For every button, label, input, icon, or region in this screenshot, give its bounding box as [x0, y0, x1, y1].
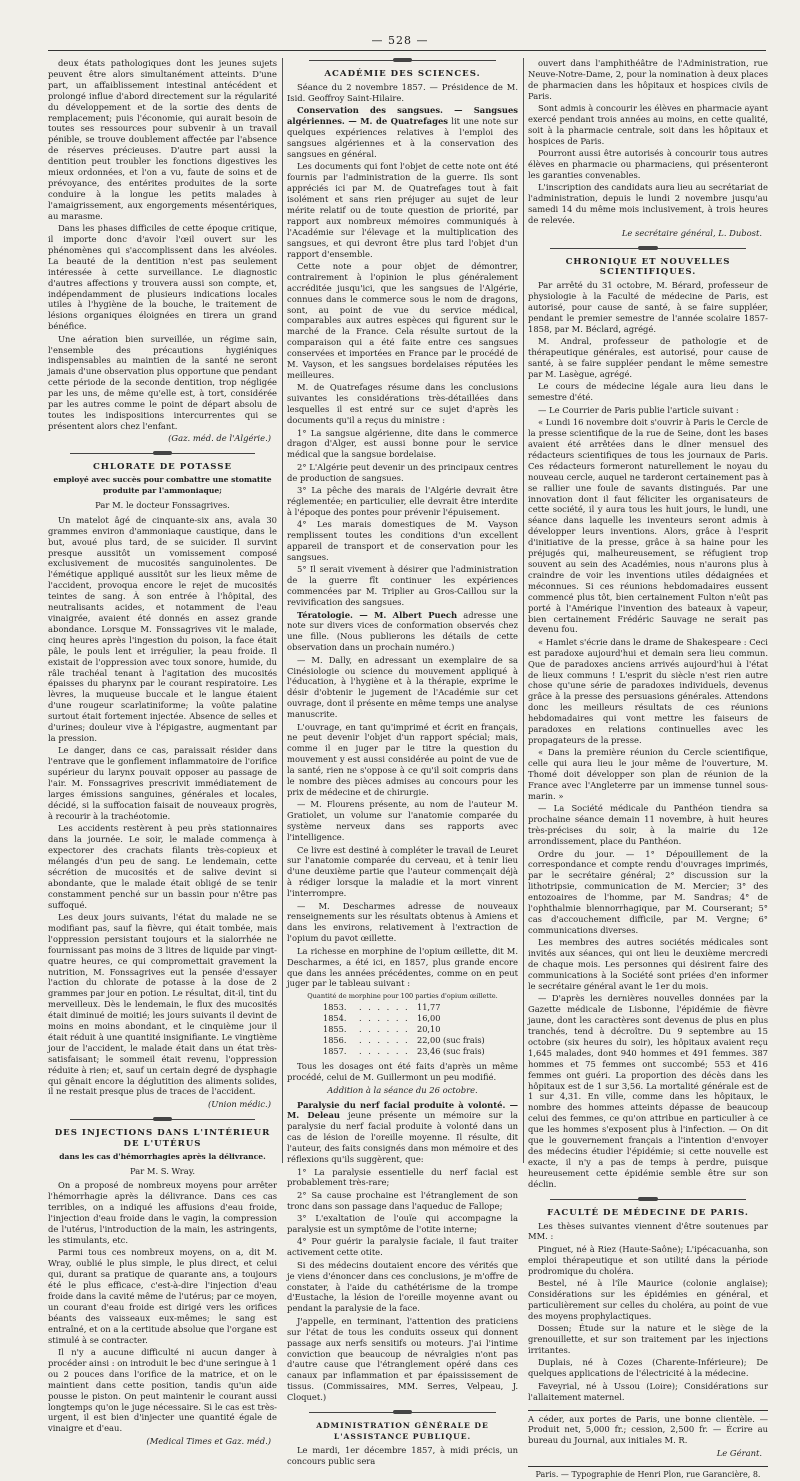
chronique-paragraphs	[528, 280, 768, 1189]
section-heading: CHRONIQUE ET NOUVELLES SCIENTIFIQUES.	[565, 256, 731, 278]
paragraph: Par arrêté du 31 octobre, M. Bérard, professeur de physiologie à la Faculté de médecine de Paris, est autorisé, pour cause de santé, à se faire suppléer, pendant le premier semestre de l'année scolaire 1857-1858, par M. Béclard, agrégé.	[528, 280, 768, 334]
table-cell-dots: . . . . . .	[359, 1002, 410, 1013]
run-in-title: Paralysie du nerf facial produite à volonté. — M. Deleau	[287, 1099, 518, 1121]
top-rule	[48, 50, 766, 51]
column-2	[287, 58, 518, 1466]
source-citation: (Union médic.)	[207, 1098, 271, 1109]
column-divider-2	[523, 58, 524, 1163]
section-heading: FACULTÉ DE MÉDECINE DE PARIS.	[547, 1207, 749, 1218]
paragraph: Pinguet, né à Riez (Haute-Saône); L'ipécacuanha, son emploi thérapeutique et son utilité dans la période prodromique du choléra.	[528, 1243, 768, 1276]
paragraph: 1° La sangsue algérienne, dite dans le commerce dragon d'Alger, est aussi bonne pour le service médical que la sangsue bordelaise.	[287, 427, 518, 460]
section-separator	[309, 1412, 496, 1413]
morphine-table	[287, 992, 518, 1057]
paragraph: ouvert dans l'amphithéâtre de l'Administration, rue Neuve-Notre-Dame, 2, pour la nomination à deux places de pharmacien dans les hôpitaux et hospices civils de Paris.	[528, 58, 768, 101]
paragraph: — M. Flourens présente, au nom de l'auteur M. Gratiolet, un volume sur l'anatomie comparée du système nerveux dans ses rapports avec l'intelligence.	[287, 799, 518, 843]
paragraph: Les accidents restèrent à peu près stationnaires dans la journée. Le soir, le malade commença à expectorer des crachats filants très-copieux et mélangés d'un peu de sang. Le lendemain, cette sécrétion de mucosités et de salive devint si abondante, que le malade était obligé de se tenir constamment penché sur un bassin pour n'être pas suffoqué.	[48, 823, 277, 910]
source-citation: (Medical Times et Gaz. méd.)	[146, 1435, 271, 1446]
footer-rule	[528, 1466, 768, 1467]
section-heading: ACADÉMIE DES SCIENCES.	[324, 69, 481, 79]
table-cell-dots: . . . . . .	[359, 1045, 410, 1056]
paragraph: « Hamlet s'écrie dans le drame de Shakespeare : Ceci est paradoxe aujourd'hui et demain sera lieu commun. Que de paradoxes anciens arrivés aujourd'hui à l'état de lieux communs ! L'esprit du siècle n'est rien autre chose qu'une série de paradoxes individuels, devenus grâce à la presse des persuasions générales. Attendons donc les meilleurs résultats de ces réunions hebdomadaires qui vont mettre les faiseurs de paradoxes en relations continuelles avec les propagateurs de la presse.	[528, 636, 768, 745]
paragraph: Cette note a pour objet de démontrer, contrairement à l'opinion le plus généralement accréditée jusqu'ici, que les sangsues de l'Algérie, connues dans le commerce sous le nom de dragons, sont, au point de vue du service médical, comparables aux autres espèces qui figurent sur le marché de la France. Cela résulte surtout de la comparaison qui a été faite entre ces sangsues conservées et importées en France par le procédé de M. Vayson, et les sangsues bordelaises réputées les meilleures.	[287, 260, 518, 380]
paragraph: 3° La pêche des marais de l'Algérie devrait être réglementée; en particulier, elle devrait être interdite à l'époque des pontes pour prévenir l'épuisement.	[287, 485, 518, 517]
column-1	[48, 58, 277, 1446]
paragraph: « Lundi 16 novembre doit s'ouvrir à Paris le Cercle de la presse scientifique de la rue de Seine, dont les bases avaient été arrêtées dans le dîner mensuel des rédacteurs scientifiques de tous les journaux de Paris. Ces rédacteurs formeront naturellement le noyau du nouveau cercle, auquel ne tarderont certainement pas à se rallier une foule de savants distingués. Par une innovation dont il faut féliciter les organisateurs de cette société, il y aura tous les huit jours, le lundi, une séance dans laquelle les inventeurs seront admis à développer leurs inventions. Alors, grâce à l'esprit d'initiative de la presse, grâce à sa haine pour les préjugés qui, malheureusement, se réfugient trop souvent au sein des Académies, nous n'aurons plus à craindre de voir les inventions utiles dédaignées et méconnues. Si ces réunions hebdomadaires eussent commencé plus tôt, bien certainement Fulton n'eût pas porté à l'Amérique l'invention des bateaux à vapeur, bien certainement Frédéric Sauvage ne serait pas devenu fou.	[528, 417, 768, 635]
paragraph: Tous les dosages ont été faits d'après un même procédé, celui de M. Guillermont un peu modifié.	[287, 1060, 518, 1082]
table-cell-value: 11,77	[417, 1002, 441, 1013]
table-cell-year: 1855.	[323, 1024, 347, 1035]
sangsues-paragraphs	[287, 161, 518, 608]
injections-article	[48, 1180, 277, 1434]
paragraph: Ordre du jour. — 1° Dépouillement de la correspondance et compte rendu d'ouvrages imprimés, par le secrétaire général; 2° discussion sur la lithotripsie, communication de M. Mercier; 3° des entozoaires de l'homme, par M. Sandras; 4° de l'ophthalmie blennorrhagique, par M. Courserant; 5° cas d'accouchement difficile, par M. Vergne; 6° communications diverses.	[528, 848, 768, 935]
article-subheading: dans les cas d'hémorrhagies après la délivrance.	[59, 1151, 266, 1161]
footer-rule	[528, 1410, 768, 1411]
table-row	[287, 1046, 518, 1057]
page-number: — 528 —	[371, 34, 429, 47]
paragraph: Le cours de médecine légale aura lieu dans le semestre d'été.	[528, 381, 768, 403]
paragraph: 2° L'Algérie peut devenir un des principaux centres de production de sangsues.	[287, 461, 518, 483]
section-separator	[550, 1199, 746, 1200]
paragraph	[287, 610, 518, 654]
table-cell-value: 16,00	[417, 1013, 441, 1024]
table-cell-year: 1856.	[323, 1035, 347, 1046]
table-cell-year: 1857.	[323, 1045, 347, 1056]
paralysis-paragraphs	[287, 1167, 518, 1404]
paragraph: — D'après les dernières nouvelles données par la Gazette médicale de Lisbonne, l'épidémie de fièvre jaune, dont les caractères sont devenus de plus en plus tranchés, tend à décroître. Du 9 septembre au 15 octobre (six heures du soir), les hôpitaux avaient reçu 1,645 malades, dont 940 hommes et 491 femmes. 387 hommes et 75 femmes ont succombé; 553 et 416 femmes ont guéri. La proportion des décès dans les hôpitaux est de 1 sur 3,56. La mortalité générale est de 1 sur 4,31. En ville, comme dans les hôpitaux, le nombre des hommes atteints dépasse de beaucoup celui des femmes, ce qu'on attribue en particulier à ce que les hommes s'exposent plus à l'infection. — On dit que le gouvernement français a l'intention d'envoyer des médecins étudier l'épidémie; si cette nouvelle est exacte, il n'y a pas de temps à perdre, puisque heureusement cette épidémie semble être sur son déclin.	[528, 993, 768, 1189]
concours-paragraphs	[528, 58, 768, 226]
paragraph: Sont admis à concourir les élèves en pharmacie ayant exercé pendant trois années au moins, en cette qualité, soit à la pharmacie centrale, soit dans les hôpitaux et hospices de Paris.	[528, 103, 768, 146]
article-heading: DES INJECTIONS DANS L'INTÉRIEUR DE L'UTÉRUS	[54, 1127, 271, 1149]
paragraph-text: lit une note sur quelques expériences relatives à l'emploi des sangsues algériennes et à la conservation des sangsues en général.	[287, 116, 518, 159]
paragraph: Les documents qui font l'objet de cette note ont été fournis par l'administration de la guerre. Ils sont appréciés ici par M. de Quatrefages tout à fait isolément et sans rien préjuger au sujet de leur mérite relatif ou de toute question de priorité, par rapport aux nombreux mémoires communiqués à l'Académie sur l'élevage et la multiplication des sangsues, et qui devront être plus tard l'objet d'un rapport d'ensemble.	[287, 161, 518, 259]
paragraph: M. Andral, professeur de pathologie et de thérapeutique générales, est autorisé, pour cause de santé, à se faire suppléer pendant le même semestre par M. Lasègue, agrégé.	[528, 336, 768, 380]
paragraph: Parmi tous ces nombreux moyens, on a, dit M. Wray, oublié le plus simple, le plus direct, et celui qui, durant sa pratique de quarante ans, a toujours été le plus efficace, c'est-à-dire l'injection d'eau froide dans la cavité même de l'utérus; par ce moyen, un courant d'eau froide est dirigé vers les orifices béants des vaisseaux eux-mêmes; le sang est entraîné, et on a la certitude absolue que l'organe est stimulé à se contracter.	[48, 1247, 277, 1345]
table-rows	[287, 1002, 518, 1057]
paragraph: Ce livre est destiné à compléter le travail de Leuret sur l'anatomie comparée du cerveau, et à tenir lieu d'une deuxième partie que l'auteur commençait déjà à rédiger lorsque la maladie et la mort vinrent l'interrompre.	[287, 844, 518, 899]
paragraph: M. de Quatrefages résume dans les conclusions suivantes les considérations très-détaillées dans lesquelles il est entré sur ce sujet d'après les documents qu'il a reçus du ministre :	[287, 382, 518, 426]
paragraph: — M. Descharmes adresse de nouveaux renseignements sur les résultats obtenus à Amiens et dans les environs, relativement à l'extraction de l'opium du pavot œillette.	[287, 900, 518, 944]
table-row	[287, 1035, 518, 1046]
run-in-title: Conservation des sangsues. — Sangsues algériennes. — M. de Quatrefages	[287, 105, 518, 127]
paragraph: Il n'y a aucune difficulté ni aucun danger à procéder ainsi : on introduit le bec d'une seringue à 1 ou 2 pouces dans l'orifice de la matrice, et on le maintient dans cette position, tandis qu'un aide pousse le piston. On peut maintenir le courant aussi longtemps qu'on le juge nécessaire. Si le cas est très-urgent, il est bien d'injecter une quantité égale de vinaigre et d'eau.	[48, 1347, 277, 1434]
paragraph: Les deux jours suivants, l'état du malade ne se modifiant pas, sauf la fièvre, qui était tombée, mais l'oppression persistant toujours et la sialorrhée ne fournissant pas moins de 3 litres de liquide par vingt-quatre heures, ce qui compromettait gravement la nutrition, M. Fonssagrives eut la pensée d'essayer l'action du chlorate de potasse à la dose de 2 grammes par jour en potion. Le résultat, dit-il, tint du merveilleux. Dès le lendemain, le flux des mucosités était diminué de moitié; les jours suivants il devint de moins en moins abondant, et le cinquième jour il était réduit à une quantité insignifiante. Le vingtième jour de l'accident, le malade était dans un état très-satisfaisant; le sommeil était revenu, l'oppression réduite à rien; et, sauf un certain degré de dysphagie qui gênait encore la déglutition des aliments solides, il ne restait presque plus de traces de l'accident.	[48, 911, 277, 1097]
section-separator	[550, 248, 746, 249]
table-cell-value: 20,10	[417, 1024, 441, 1035]
article-byline: Par M. S. Wray.	[129, 1165, 196, 1176]
section-separator	[70, 453, 255, 454]
paragraph: 2° Sa cause prochaine est l'étranglement de son tronc dans son passage dans l'aqueduc de Fallope;	[287, 1189, 518, 1211]
paragraph-text: jeune présente un mémoire sur la paralysie du nerf facial produite à volonté dans un cas de lésion de l'oreille moyenne. Il résulte, dit l'auteur, des faits consignés dans mon mémoire et des réflexions qu'ils suggèrent, que:	[287, 1110, 518, 1165]
paragraph: — M. Dally, en adressant un exemplaire de sa Cinésiologie ou science du mouvement appliqué à l'éducation, à l'hygiène et à la thérapie, exprime le désir d'obtenir le jugement de l'Académie sur cet ouvrage, dont il présente en même temps une analyse manuscrite.	[287, 654, 518, 720]
table-cell-dots: . . . . . .	[359, 1035, 410, 1046]
table-cell-dots: . . . . . .	[359, 1024, 410, 1035]
paragraph: Faveyrial, né à Ussou (Loire); Considérations sur l'allaitement maternel.	[528, 1380, 768, 1402]
article-heading: CHLORATE DE POTASSE	[92, 462, 233, 473]
paragraph: Le danger, dans ce cas, paraissait résider dans l'entrave que le gonflement inflammatoire de l'orifice supérieur du larynx pouvait opposer au passage de l'air. M. Fonssagrives prescrivit immédiatement de larges émissions sanguines, générales et locales, décidé, si la suffocation faisait de nouveaux progrès, à recourir à la trachéotomie.	[48, 745, 277, 821]
paragraph: — Le Courrier de Paris publie l'article suivant :	[538, 404, 739, 415]
article-byline: Par M. le docteur Fonssagrives.	[95, 499, 230, 510]
section-separator	[309, 60, 496, 61]
dosage-paragraphs	[287, 1061, 518, 1083]
paragraph: 4° Les marais domestiques de M. Vayson remplissent toutes les conditions d'un excellent appareil de transport et de conservation pour les sangsues.	[287, 519, 518, 562]
table-caption: Quantité de morphine pour 100 parties d'opium œillette.	[307, 992, 498, 1001]
paragraph: Duplais, né à Cozes (Charente-Inférieure); De quelques applications de l'électricité à la médecine.	[528, 1357, 768, 1379]
signature: Le secrétaire général, L. Dubost.	[621, 227, 762, 238]
dentition-article	[48, 58, 277, 432]
article-subheading: employé avec succès pour combattre une stomatite produite par l'ammoniaque;	[53, 475, 272, 496]
section-heading: ADMINISTRATION GÉNÉRALE DE L'ASSISTANCE PUBLIQUE.	[316, 1421, 489, 1441]
session-intro: Séance du 2 novembre 1857. — Présidence de M. Isid. Geoffroy Saint-Hilaire.	[287, 81, 518, 103]
paragraph: 1° La paralysie essentielle du nerf facial est probablement très-rare;	[287, 1166, 518, 1188]
paragraph: Un matelot âgé de cinquante-six ans, avala 30 grammes environ d'ammoniaque caustique, dans le but, avoué plus tard, de se suicider. Il survint presque aussitôt un vomissement composé exclusivement de mucosités sanguinolentes. De l'émétique appliqué aussitôt sur les lieux même de l'accident, provoqua encore le rejet de mucosités teintes de sang. À son entrée à l'hôpital, des neutralisants acides, et notamment de l'eau vinaigrée, avaient été donnés en assez grande abondance. Lorsque M. Fonssagrives vit le malade, cinq heures après l'ingestion du poison, la face était pâle, le pouls lent et irrégulier, la peau froide. Il existait de l'oppression avec toux sonore, humide, du râle trachéal tenant à l'agitation des mucosités épaisses du pharynx par le courant respiratoire. Les lèvres, la muqueuse buccale et le langue étaient d'une rougeur scarlatiniforme; la voûte palatine surtout était fortement injectée. Absence de selles et d'urines; douleur vive à l'épigastre, augmentant par la pression.	[48, 514, 277, 743]
academy-paragraphs	[287, 655, 518, 990]
gerant-signature: Le Gérant.	[716, 1447, 762, 1458]
paragraph: Dossen; Étude sur la nature et le siège de la grenouillette, et sur son traitement par les injections irritantes.	[528, 1323, 768, 1355]
table-row	[287, 1013, 518, 1024]
paragraph: Bestel, né à l'île Maurice (colonie anglaise); Considérations sur les épidémies en général, et particulièrement sur celles du choléra, au point de vue des moyens prophylactiques.	[528, 1278, 768, 1321]
addition-heading: Addition à la séance du 26 octobre.	[327, 1084, 478, 1095]
paragraph: Dans les phases difficiles de cette époque critique, il importe donc d'avoir l'œil ouvert sur les phénomènes qui s'accomplissent dans les alvéoles. La beauté de la dentition n'est pas seulement intéressée à cette surveillance. Le diagnostic d'autres affections y trouvera aussi son compte, et, indépendamment de plusieurs indications locales utiles à l'hygiène de la bouche, le traitement de lésions organiques éloignées en tirera un grand bénéfice.	[48, 223, 277, 332]
paragraph	[287, 1100, 518, 1165]
table-row	[287, 1024, 518, 1035]
printer-imprint: Paris. — Typographie de Henri Plon, rue Garancière, 8.	[535, 1469, 761, 1479]
column-divider-1	[282, 58, 283, 1163]
table-cell-value: 22,00 (suc frais)	[417, 1035, 485, 1046]
paragraph: J'appelle, en terminant, l'attention des praticiens sur l'état de tous les conduits osseux qui donnent passage aux nerfs sensitifs ou moteurs. J'ai l'intime conviction que beaucoup de névralgies n'ont pas d'autre cause que l'étranglement opéré dans ces canaux par inflammation et par épaississement de tissus. (Commissaires, MM. Serres, Velpeau, J. Cloquet.)	[287, 1315, 518, 1403]
source-citation: (Gaz. méd. de l'Algérie.)	[168, 433, 271, 444]
column-3	[528, 58, 768, 1479]
classified-ad: A céder, aux portes de Paris, une bonne clientèle. — Produit net, 5,000 fr.; cession, 2,500 fr. — Écrire au bureau du Journal, aux initiales M. R.	[528, 1413, 768, 1446]
table-row	[287, 1002, 518, 1013]
section-separator	[70, 1119, 255, 1120]
paragraph: La richesse en morphine de l'opium œillette, dit M. Descharmes, a été ici, en 1857, plus grande encore que dans les années précédentes, comme on en peut juger par le tableau suivant :	[287, 945, 518, 989]
paragraph: L'ouvrage, en tant qu'imprimé et écrit en français, ne peut devenir l'objet d'un rapport spécial; mais, comme il en juger par le titre la question du mouvement y est aussi considérée au point de vue de la santé, rien ne s'oppose à ce qu'il soit compris dans le nombre des pièces admises au concours pour les prix de médecine et de chirurgie.	[287, 721, 518, 797]
table-cell-year: 1854.	[323, 1013, 347, 1024]
table-cell-dots: . . . . . .	[359, 1013, 410, 1024]
paragraph: « Dans la première réunion du Cercle scientifique, celle qui aura lieu le jour même de l'ouverture, M. Thomé doit développer son plan de réunion de la France avec l'Angleterre par un immense tunnel sous-marin. »	[528, 747, 768, 801]
chlorate-article	[48, 515, 277, 1098]
paragraph: Le mardi, 1er décembre 1857, à midi précis, un concours public sera	[287, 1444, 518, 1466]
paragraph: Pourront aussi être autorisés à concourir tous autres élèves en pharmacie ou pharmaciens, qui présenteront les garanties convenables.	[528, 148, 768, 181]
paragraph: — La Société médicale du Panthéon tiendra sa prochaine séance demain 11 novembre, à huit heures très-précises du soir, à la mairie du 12e arrondissement, place du Panthéon.	[528, 803, 768, 847]
paragraph: deux états pathologiques dont les jeunes sujets peuvent être alors simultanément atteints. D'une part, un affaiblissement intestinal antécédent et prolongé influe d'abord directement sur la régularité du développement et de la sortie des dents de remplacement; puis l'économie, qui aurait besoin de toutes ses ressources pour subvenir à un travail pénible, se trouve doublement affectée par l'absence de réserves précieuses. D'autre part aussi la dentition peut troubler les fonctions digestives les mieux ordonnées, et l'on a vu, faute de soins et de prévoyance, des entérites produites de la sorte conduire à la longue les petits malades à l'amaigrissement, aux engorgements mésentériques, au marasme.	[48, 58, 277, 221]
paragraph: 3° L'exaltation de l'ouïe qui accompagne la paralysie est un symptôme de l'otite interne;	[287, 1213, 518, 1235]
paragraph-text: adresse une note sur divers vices de conformation observés chez une fille. (Nous publierons les détails de cette observation dans un prochain numéro.)	[287, 609, 518, 653]
paragraph: Si des médecins doutaient encore des vérités que je viens d'énoncer dans ces conclusions, je m'offre de constater, à l'aide du cathétérisme de la trompe d'Eustache, la lésion de l'oreille moyenne avant ou pendant la paralysie de la face.	[287, 1259, 518, 1314]
run-in-title: Tératologie. — M. Albert Puech	[297, 609, 458, 620]
table-cell-year: 1853.	[323, 1002, 347, 1013]
paragraph: L'inscription des candidats aura lieu au secrétariat de l'administration, depuis le lundi 2 novembre jusqu'au samedi 14 du même mois inclusivement, à trois heures de relevée.	[528, 182, 768, 226]
paragraph: On a proposé de nombreux moyens pour arrêter l'hémorrhagie après la délivrance. Dans ces cas terribles, on a indiqué les affusions d'eau froide, l'injection d'eau froide dans le vagin, la compression de l'utérus, l'introduction de la main, les astringents, les stimulants, etc.	[48, 1180, 277, 1245]
paragraph: Une aération bien surveillée, un régime sain, l'ensemble des précautions hygiéniques indispensables au maintien de la santé ne seront jamais d'une observation plus opportune que pendant cette période de la seconde dentition, trop négligée par les uns, de même qu'elle est, à tort, considérée par les autres comme le point de départ absolu de toutes les indispositions intercurrentes qui se présentent alors chez l'enfant.	[48, 333, 277, 431]
paragraph: 5° Il serait vivement à désirer que l'administration de la guerre fît continuer les expériences commencées par M. Triplier au Gros-Caillou sur la revivification des sangsues.	[287, 564, 518, 608]
paragraph: Les membres des autres sociétés médicales sont invités aux séances, qui ont lieu le deuxième mercredi de chaque mois. Les personnes qui désirent faire des communications à la Société sont priées d'en informer le secrétaire général avant le 1er du mois.	[528, 937, 768, 991]
faculte-paragraphs	[528, 1221, 768, 1403]
paragraph: Les thèses suivantes viennent d'être soutenues par MM. :	[528, 1220, 768, 1242]
table-cell-value: 23,46 (suc frais)	[417, 1045, 485, 1056]
paragraph: 4° Pour guérir la paralysie faciale, il faut traiter activement cette otite.	[287, 1236, 518, 1258]
paragraph	[287, 105, 518, 160]
